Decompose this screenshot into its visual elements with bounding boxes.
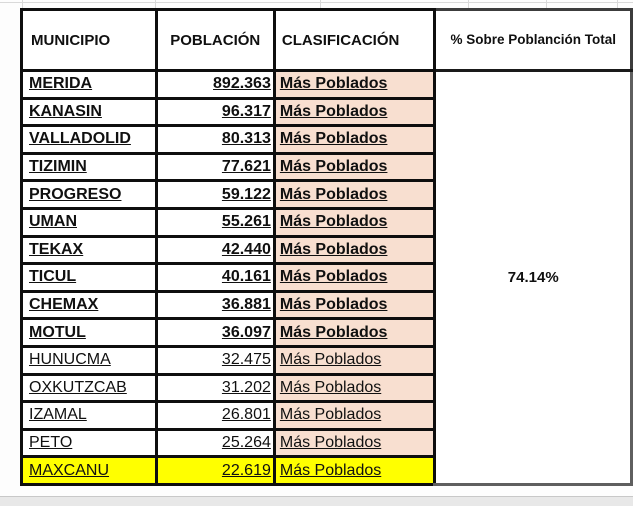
cell-poblacion[interactable]: 36.097 — [156, 319, 274, 347]
cell-clasificacion[interactable]: Más Poblados — [274, 71, 435, 99]
gridline-vertical — [468, 0, 469, 8]
column-header-pct-sobre-total[interactable]: % Sobre Poblanción Total — [435, 10, 632, 71]
cell-clasificacion[interactable]: Más Poblados — [274, 346, 435, 374]
table-row — [22, 71, 632, 99]
cell-poblacion[interactable]: 80.313 — [156, 126, 274, 154]
cell-poblacion[interactable]: 59.122 — [156, 181, 274, 209]
cell-municipio[interactable]: TEKAX — [22, 236, 157, 264]
population-table — [20, 8, 633, 486]
cell-poblacion[interactable]: 36.881 — [156, 291, 274, 319]
cell-poblacion[interactable]: 77.621 — [156, 153, 274, 181]
cell-clasificacion[interactable]: Más Poblados — [274, 429, 435, 457]
cell-municipio[interactable]: IZAMAL — [22, 402, 157, 430]
cell-clasificacion[interactable]: Más Poblados — [274, 291, 435, 319]
cell-poblacion[interactable]: 96.317 — [156, 98, 274, 126]
cell-clasificacion[interactable]: Más Poblados — [274, 236, 435, 264]
cell-clasificacion[interactable]: Más Poblados — [274, 457, 435, 485]
cell-municipio[interactable]: PROGRESO — [22, 181, 157, 209]
cell-clasificacion[interactable]: Más Poblados — [274, 181, 435, 209]
column-header-municipio[interactable]: MUNICIPIO — [22, 10, 157, 71]
percent-total-cell[interactable]: 74.14% — [435, 71, 632, 485]
cell-municipio[interactable]: OXKUTZCAB — [22, 374, 157, 402]
cell-poblacion[interactable]: 22.619 — [156, 457, 274, 485]
gridline-vertical — [546, 0, 547, 8]
gridline-vertical — [22, 0, 23, 8]
column-header-poblacion[interactable]: POBLACIÓN — [156, 10, 274, 71]
gridline-vertical — [155, 0, 156, 8]
cell-municipio[interactable]: MAXCANU — [22, 457, 157, 485]
cell-municipio[interactable]: MERIDA — [22, 71, 157, 99]
cell-poblacion[interactable]: 40.161 — [156, 264, 274, 292]
cell-municipio[interactable]: PETO — [22, 429, 157, 457]
cell-clasificacion[interactable]: Más Poblados — [274, 126, 435, 154]
cell-poblacion[interactable]: 26.801 — [156, 402, 274, 430]
cell-municipio[interactable]: KANASIN — [22, 98, 157, 126]
cell-poblacion[interactable]: 25.264 — [156, 429, 274, 457]
cell-municipio[interactable]: TICUL — [22, 264, 157, 292]
cell-clasificacion[interactable]: Más Poblados — [274, 402, 435, 430]
header-row — [22, 10, 632, 71]
cell-poblacion[interactable]: 892.363 — [156, 71, 274, 99]
cell-clasificacion[interactable]: Más Poblados — [274, 153, 435, 181]
cell-poblacion[interactable]: 42.440 — [156, 236, 274, 264]
cell-municipio[interactable]: CHEMAX — [22, 291, 157, 319]
cell-municipio[interactable]: HUNUCMA — [22, 346, 157, 374]
cell-municipio[interactable]: MOTUL — [22, 319, 157, 347]
cell-clasificacion[interactable]: Más Poblados — [274, 208, 435, 236]
gridline-vertical — [320, 0, 321, 8]
cell-clasificacion[interactable]: Más Poblados — [274, 98, 435, 126]
cell-municipio[interactable]: TIZIMIN — [22, 153, 157, 181]
cell-poblacion[interactable]: 31.202 — [156, 374, 274, 402]
gridline-horizontal — [0, 2, 633, 3]
cell-municipio[interactable]: VALLADOLID — [22, 126, 157, 154]
cell-municipio[interactable]: UMAN — [22, 208, 157, 236]
cell-poblacion[interactable]: 32.475 — [156, 346, 274, 374]
cell-clasificacion[interactable]: Más Poblados — [274, 319, 435, 347]
bottom-edge-strip — [0, 496, 633, 506]
cell-clasificacion[interactable]: Más Poblados — [274, 374, 435, 402]
column-header-clasificacion[interactable]: CLASIFICACIÓN — [274, 10, 435, 71]
cell-poblacion[interactable]: 55.261 — [156, 208, 274, 236]
cell-clasificacion[interactable]: Más Poblados — [274, 264, 435, 292]
